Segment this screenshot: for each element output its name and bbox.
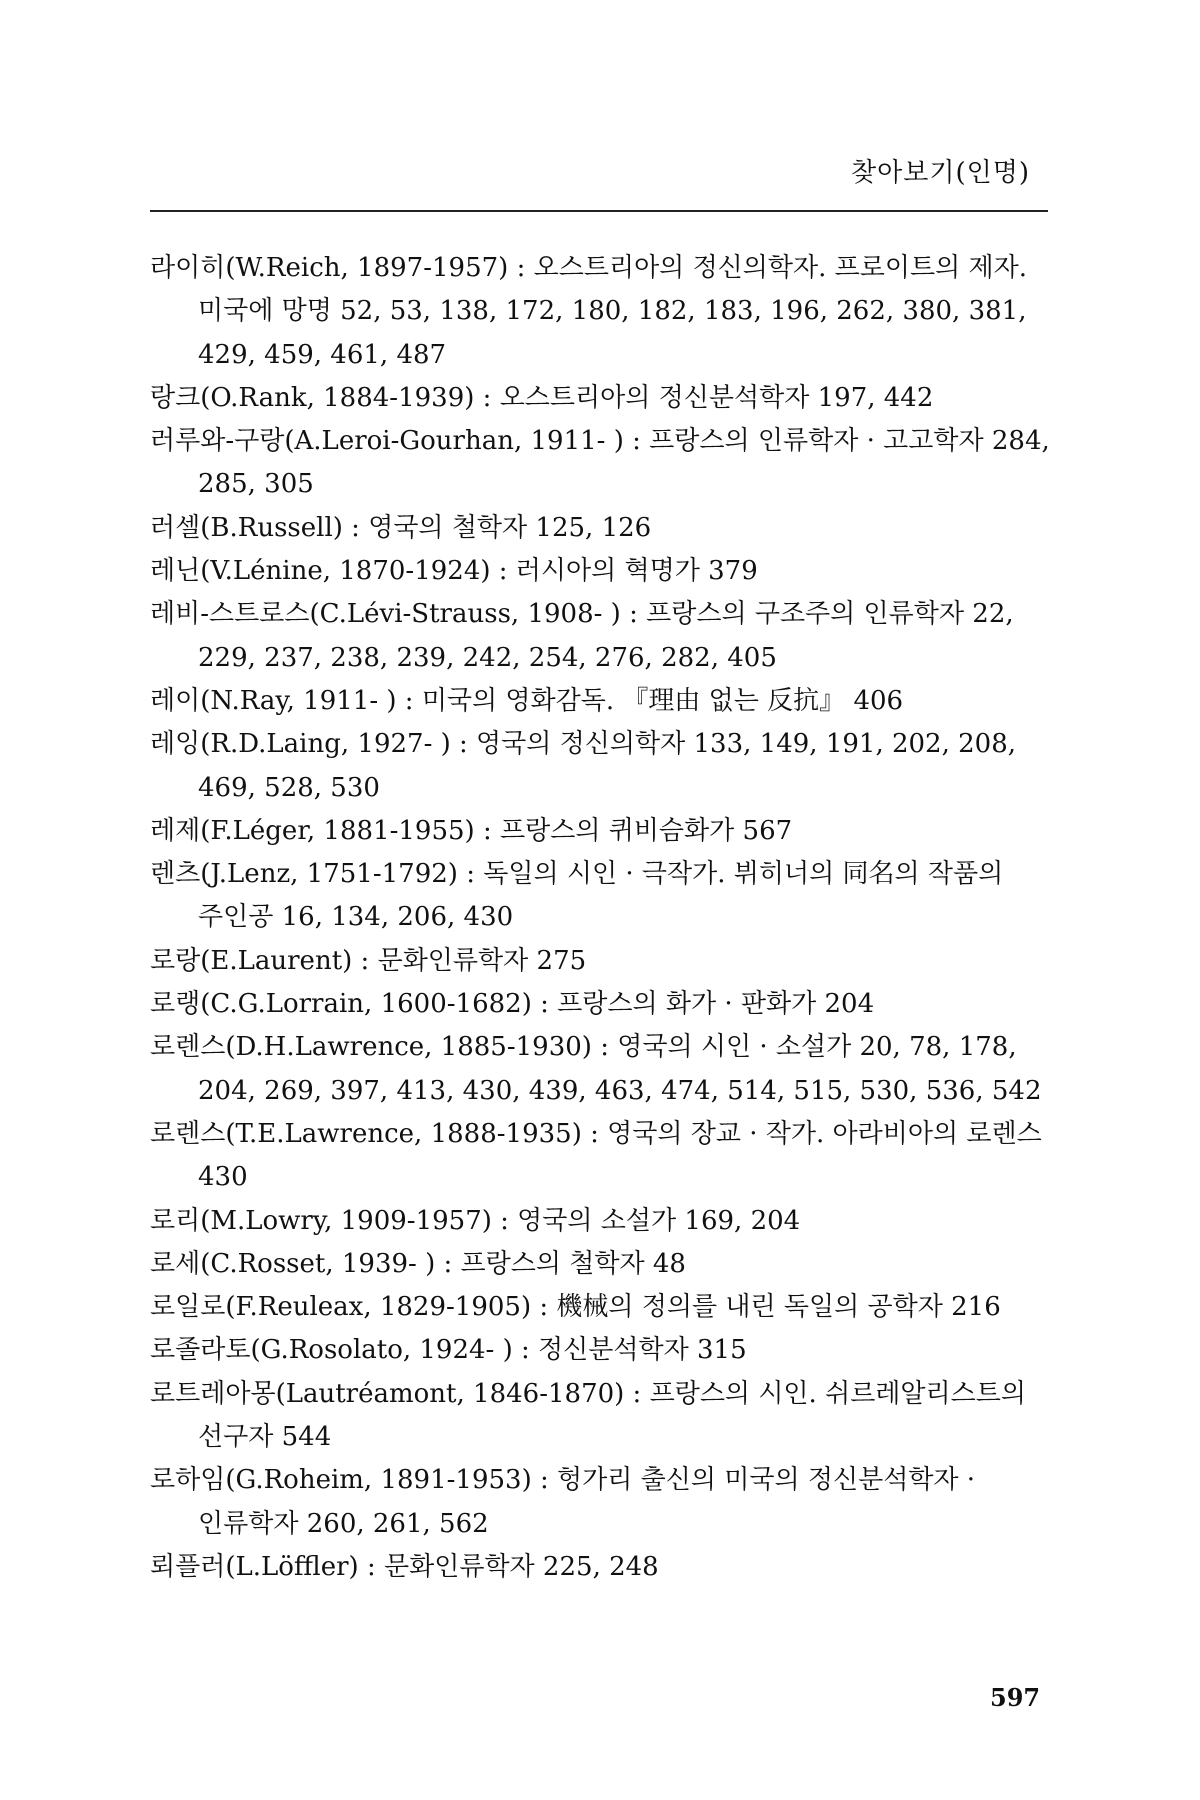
index-entry-levi-strauss: 레비-스트로스(C.Lévi-Strauss, 1908- ) : 프랑스의 구조주의 인류학자 22, 229, 237, 238, 239, 242, 254, 276, 282, 405 [150,599,1014,673]
index-entry-laurent: 로랑(E.Laurent) : 문화인류학자 275 [150,945,587,976]
index-entry-dh-lawrence: 로렌스(D.H.Lawrence, 1885-1930) : 영국의 시인 · 소설가 20, 78, 178, 204, 269, 397, 413, 430, 439, 463, 474, 514, 515, 530, 536, 542 [150,1032,1042,1106]
index-entry-lautreamont: 로트레아몽(Lautréamont, 1846-1870) : 프랑스의 시인. 쉬르레알리스트의 선구자 544 [150,1378,1027,1453]
index-entry-rosolato: 로졸라토(G.Rosolato, 1924- ) : 정신분석학자 315 [150,1335,747,1366]
index-entry-leroi-gourhan: 러루와-구랑(A.Leroi-Gourhan, 1911- ) : 프랑스의 인류학자 · 고고학자 284, 285, 305 [150,426,1050,500]
index-entry-russell: 러셀(B.Russell) : 영국의 철학자 125, 126 [150,512,652,543]
index-entry-roheim: 로하임(G.Roheim, 1891-1953) : 헝가리 출신의 미국의 정신분석학자 · 인류학자 260, 261, 562 [150,1465,976,1539]
index-entry-lenine: 레닌(V.Lénine, 1870-1924) : 러시아의 혁명가 379 [150,556,758,587]
index-entry-laing: 레잉(R.D.Laing, 1927- ) : 영국의 정신의학자 133, 149, 191, 202, 208, 469, 528, 530 [150,729,1017,803]
index-entry-lowry: 로리(M.Lowry, 1909-1957) : 영국의 소설가 169, 204 [150,1205,801,1236]
name-index-list [150,247,1055,1589]
index-entry-rosset: 로세(C.Rosset, 1939- ) : 프랑스의 철학자 48 [150,1248,686,1279]
page-number: 597 [990,1683,1041,1712]
page-title: 찾아보기(인명) [851,158,1030,188]
index-entry-reich: 라이히(W.Reich, 1897-1957) : 오스트리아의 정신의학자. 프로이트의 제자. 미국에 망명 52, 53, 138, 172, 180, 182, 183, 196, 262, 380, 381, 429, 459, 461, 487 [150,253,1028,370]
index-entry-ray: 레이(N.Ray, 1911- ) : 미국의 영화감독. 『理由 없는 反抗』 406 [150,685,904,716]
index-entry-rank: 랑크(O.Rank, 1884-1939) : 오스트리아의 정신분석학자 197, 442 [150,382,934,413]
index-entry-te-lawrence: 로렌스(T.E.Lawrence, 1888-1935) : 영국의 장교 · 작가. 아라비아의 로렌스 430 [150,1118,1042,1193]
index-entry-lenz: 렌츠(J.Lenz, 1751-1792) : 독일의 시인 · 극작가. 뷔히너의 同名의 작품의 주인공 16, 134, 206, 430 [150,859,1004,933]
index-entry-reuleax: 로일로(F.Reuleax, 1829-1905) : 機械의 정의를 내린 독일의 공학자 216 [150,1292,1001,1323]
page-header [150,152,1048,212]
index-entry-loffler: 뢰플러(L.Löffler) : 문화인류학자 225, 248 [150,1551,659,1582]
index-entry-leger: 레제(F.Léger, 1881-1955) : 프랑스의 퀴비슴화가 567 [150,815,793,846]
index-entry-lorrain: 로랭(C.G.Lorrain, 1600-1682) : 프랑스의 화가 · 판화가 204 [150,989,875,1020]
